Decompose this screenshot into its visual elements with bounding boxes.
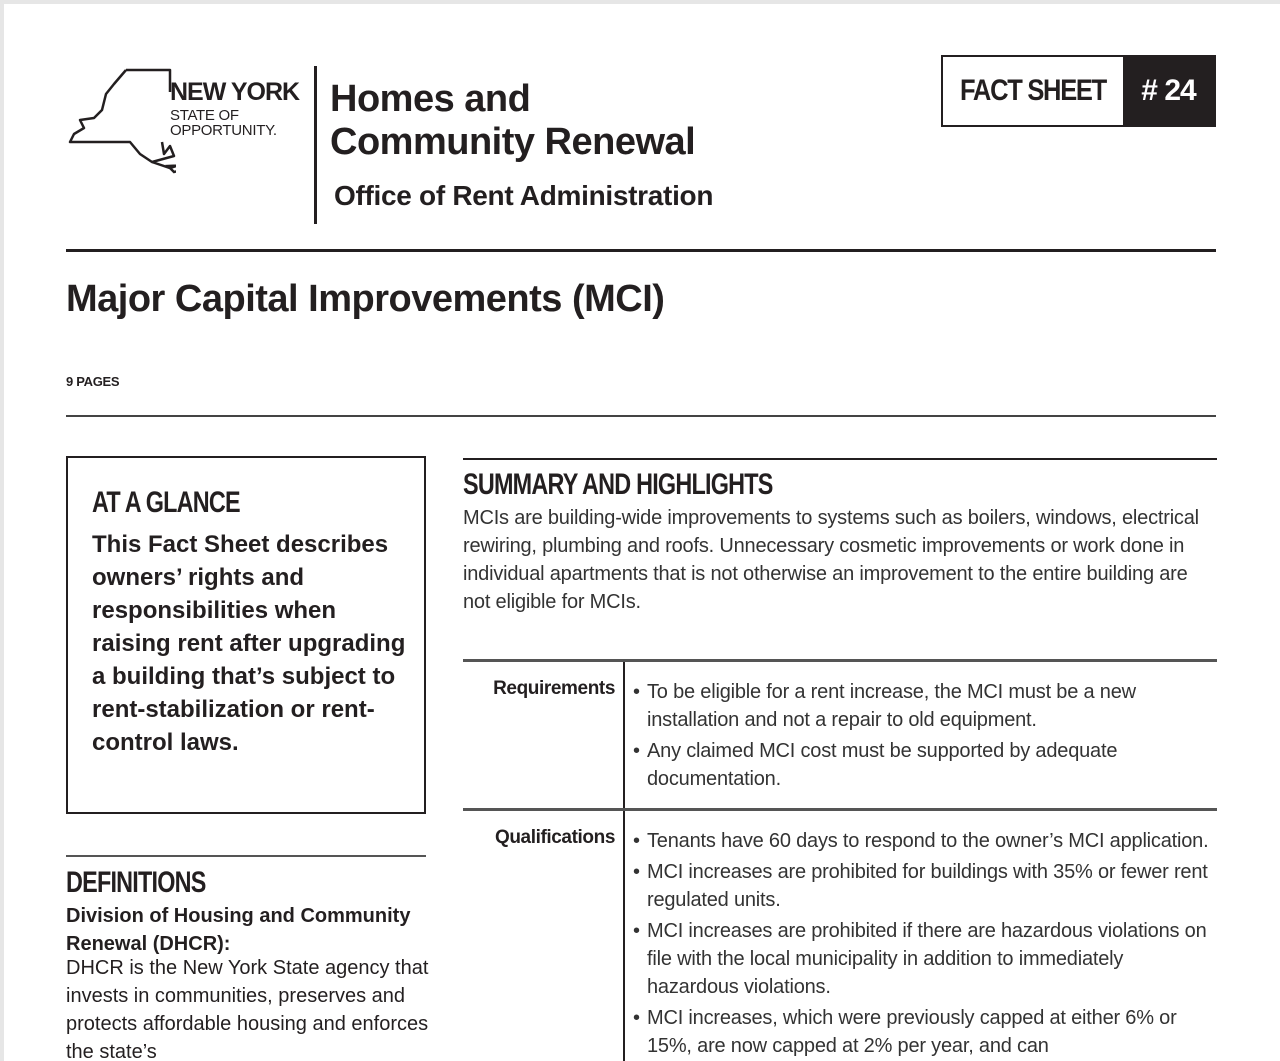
list-item: • To be eligible for a rent increase, the MCI must be a new installation and not a repair to old equipment.: [633, 678, 1217, 734]
highlights-table: [463, 659, 1217, 1061]
at-a-glance-heading: AT A GLANCE: [92, 486, 240, 519]
logo-name: NEW YORK: [170, 78, 300, 106]
definitions-heading: DEFINITIONS: [66, 866, 206, 899]
summary-rule: [463, 458, 1217, 460]
list-item: • MCI increases are prohibited if there are hazardous violations on file with the local municipality in addition to immediately hazardous violations.: [633, 917, 1217, 1001]
nys-logo: [66, 66, 306, 178]
agency-name-line2: Community Renewal: [330, 121, 696, 163]
agency-name: [330, 78, 695, 164]
list-item: • Any claimed MCI cost must be supported by adequate documentation.: [633, 737, 1217, 793]
list-item: • MCI increases, which were previously capped at either 6% or 15%, are now capped at 2% per year, and can: [633, 1004, 1217, 1060]
table-row-requirements: [463, 662, 1217, 808]
list-item: • MCI increases are prohibited for buildings with 35% or fewer rent regulated units.: [633, 858, 1217, 914]
agency-name-line1: Homes and: [330, 78, 531, 120]
fact-sheet-badge: [941, 55, 1216, 127]
new-york-state-outline-icon: [66, 66, 176, 178]
page-count: 9 PAGES: [66, 374, 120, 389]
table-row-qualifications: [463, 811, 1217, 1061]
page-title: Major Capital Improvements (MCI): [66, 278, 665, 320]
row-content: [625, 662, 1217, 808]
definition-term: Division of Housing and Community Renewal (DHCR):: [66, 905, 411, 955]
logo-tagline: [170, 108, 277, 138]
header-rule: [66, 249, 1216, 252]
summary-body: MCIs are building-wide improvements to systems such as boilers, windows, electrical rewiring, plumbing and roofs. Unnecessary cosmetic improvements or work done in individual apartments that is not otherwise an improvement to the entire building are not eligible for MCIs.: [463, 507, 1199, 613]
row-label: Requirements: [463, 662, 625, 808]
row-content: [625, 811, 1217, 1061]
row-label: Qualifications: [463, 811, 625, 1061]
at-a-glance-box: [66, 456, 426, 814]
definition-body: DHCR is the New York State agency that invests in communities, preserves and protects affordable housing and enforces the state’s: [66, 957, 429, 1061]
summary-heading: SUMMARY AND HIGHLIGHTS: [463, 468, 773, 501]
header-divider: [314, 66, 317, 224]
fact-sheet-number: # 24: [1123, 57, 1214, 125]
logo-tagline-line2: OPPORTUNITY.: [170, 122, 277, 139]
fact-sheet-label: FACT SHEET: [960, 74, 1106, 107]
office-name: Office of Rent Administration: [334, 180, 714, 211]
title-rule: [66, 415, 1216, 417]
at-a-glance-body: This Fact Sheet describes owners’ rights and responsibilities when raising rent after upgrading a building that’s subject to rent-stabilization or rent-control laws.: [92, 531, 406, 756]
logo-tagline-line1: STATE OF: [170, 107, 239, 124]
document-page: [4, 4, 1280, 1061]
list-item: • Tenants have 60 days to respond to the owner’s MCI application.: [633, 827, 1217, 855]
definitions-rule: [66, 855, 426, 857]
